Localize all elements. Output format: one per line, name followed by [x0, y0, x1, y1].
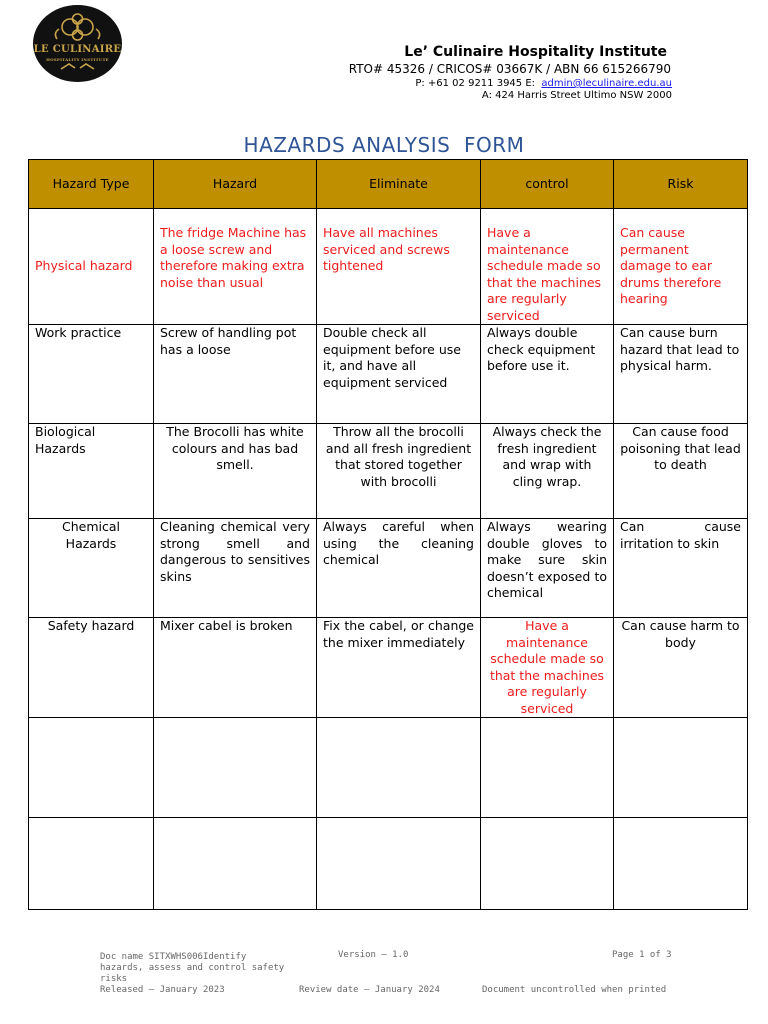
cell-eliminate[interactable] [317, 718, 481, 818]
footer-doc-info [100, 952, 290, 996]
org-email-link[interactable]: admin@leculinaire.edu.au [541, 78, 672, 89]
cell-eliminate: Fix the cabel, or change the mixer immediately [317, 618, 481, 718]
org-name: Le’ Culinaire Hospitality Institute [404, 44, 667, 60]
cell-risk: Can cause burn hazard that lead to physical harm. [614, 325, 748, 424]
cell-control: Always wearing double gloves to make sure skin doesn’t exposed to chemical [481, 519, 614, 618]
cell-hazard-type: Safety hazard [29, 618, 154, 718]
footer-page-number: Page 1 of 3 [612, 950, 672, 960]
cell-control[interactable] [481, 718, 614, 818]
org-contact [415, 78, 672, 89]
table-row [29, 519, 748, 618]
footer-version: Version – 1.0 [338, 950, 409, 960]
header-hazard: Hazard [154, 160, 317, 209]
cell-eliminate: Double check all equipment before use it, and have all equipment serviced [317, 325, 481, 424]
cell-hazard: Cleaning chemical very strong smell and dangerous to sensitives skins [154, 519, 317, 618]
footer-uncontrolled-note: Document uncontrolled when printed [482, 985, 667, 995]
cell-risk[interactable] [614, 718, 748, 818]
header-hazard-type: Hazard Type [29, 160, 154, 209]
cell-risk: Can cause harm to body [614, 618, 748, 718]
cell-control[interactable] [481, 818, 614, 910]
org-address: A: 424 Harris Street Ultimo NSW 2000 [481, 90, 672, 101]
cell-hazard: Screw of handling pot has a loose [154, 325, 317, 424]
cell-hazard-type: Biological Hazards [29, 424, 154, 519]
cell-risk[interactable] [614, 818, 748, 910]
cell-control: Always check the fresh ingredient and wrap with cling wrap. [481, 424, 614, 519]
institute-logo [33, 5, 122, 82]
table-row [29, 325, 748, 424]
table-row-empty [29, 818, 748, 910]
cell-eliminate: Throw all the brocolli and all fresh ingredient that stored together with brocolli [317, 424, 481, 519]
table-row-empty [29, 718, 748, 818]
logo-wordmark: LE CULINAIRE [33, 44, 122, 55]
table-row [29, 618, 748, 718]
cell-hazard-type[interactable] [29, 718, 154, 818]
cell-hazard-type[interactable] [29, 818, 154, 910]
cell-hazard-type: Work practice [29, 325, 154, 424]
cell-hazard: The fridge Machine has a loose screw and therefore making extra noise than usual [154, 209, 317, 325]
org-registration: RTO# 45326 / CRICOS# 03667K / ABN 66 615266790 [348, 62, 671, 76]
org-phone: P: +61 02 9211 3945 E: [415, 78, 536, 89]
header-eliminate: Eliminate [317, 160, 481, 209]
cell-control: Have a maintenance schedule made so that the machines are regularly serviced [481, 209, 614, 325]
footer-doc-name: Doc name SITXWHS006Identify hazards, assess and control safety risks [100, 952, 285, 984]
cell-hazard[interactable] [154, 718, 317, 818]
header-risk: Risk [614, 160, 748, 209]
cell-control: Always double check equipment before use it. [481, 325, 614, 424]
logo-subtext: HOSPITALITY INSTITUTE [46, 57, 109, 62]
cell-hazard: Mixer cabel is broken [154, 618, 317, 718]
footer-released: Released – January 2023 [100, 985, 225, 995]
table-row [29, 424, 748, 519]
cell-eliminate: Always careful when using the cleaning chemical [317, 519, 481, 618]
cell-hazard[interactable] [154, 818, 317, 910]
table-row [29, 209, 748, 325]
cell-hazard-type: Chemical Hazards [29, 519, 154, 618]
cell-eliminate[interactable] [317, 818, 481, 910]
form-title: HAZARDS ANALYSIS FORM [243, 133, 525, 157]
footer-review-date: Review date – January 2024 [299, 985, 440, 995]
table-header-row [29, 160, 748, 209]
hazards-table [28, 159, 748, 910]
cell-risk: Can cause permanent damage to ear drums therefore hearing [614, 209, 748, 325]
cell-eliminate: Have all machines serviced and screws tightened [317, 209, 481, 325]
cell-risk: Can cause food poisoning that lead to death [614, 424, 748, 519]
header-control: control [481, 160, 614, 209]
cell-hazard-type: Physical hazard [29, 209, 154, 325]
cell-control: Have a maintenance schedule made so that the machines are regularly serviced [481, 618, 614, 718]
cell-risk: Can cause irritation to skin [614, 519, 748, 618]
cell-hazard: The Brocolli has white colours and has bad smell. [154, 424, 317, 519]
